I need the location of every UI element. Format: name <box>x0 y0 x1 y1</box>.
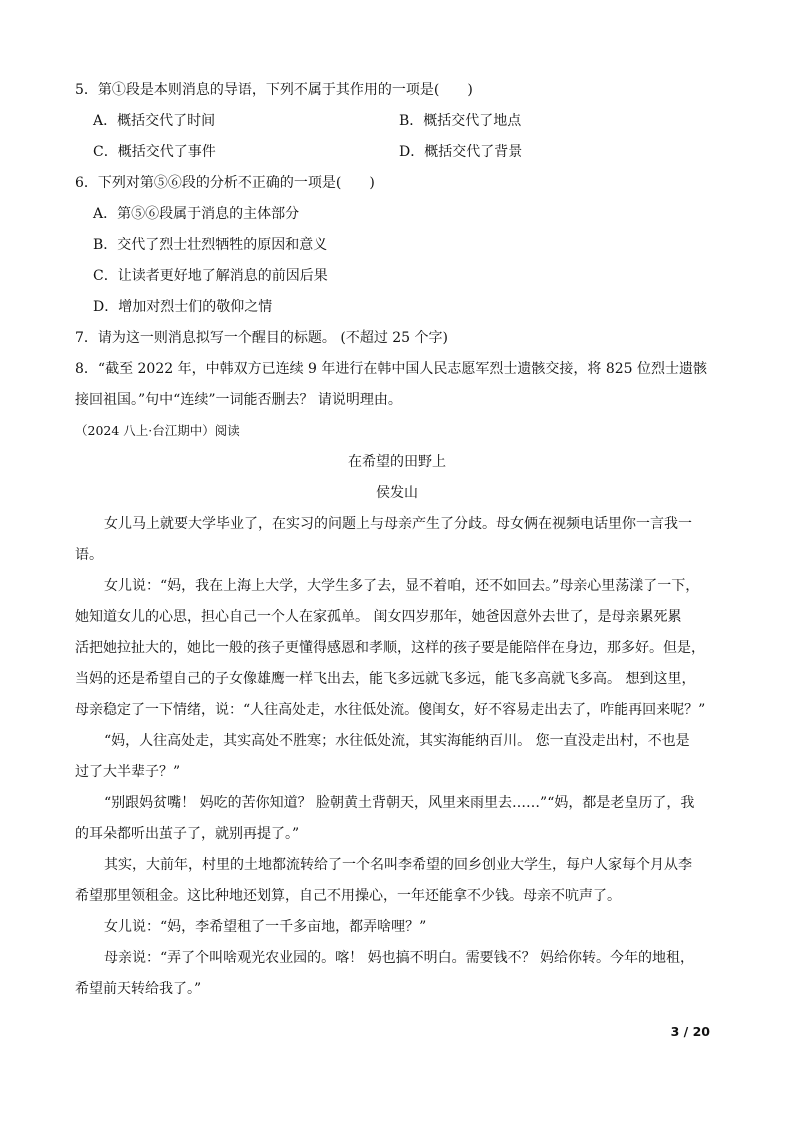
article-line: 女儿马上就要大学毕业了，在实习的问题上与母亲产生了分歧。母女俩在视频电话里你一言我一 <box>104 516 692 532</box>
article-line: 希望那里领租金。这比种地还划算，自己不用操心，一年还能拿不少钱。母亲不吭声了。 <box>75 888 621 904</box>
reading-source: （2024 八上·台江期中）阅读 <box>75 423 240 438</box>
article-line: 当妈的还是希望自己的子女像雄鹰一样飞出去，能飞多远就飞多远，能飞多高就飞多高。 想到这里， <box>75 671 696 687</box>
article-line: 希望前天转给我了。” <box>75 981 202 997</box>
question-6-option-d: D．增加对烈士们的敬仰之情 <box>93 299 273 315</box>
article-title: 在希望的田野上 <box>348 454 446 470</box>
question-8-line-1: 8．“截至 2022 年，中韩双方已连续 9 年进行在韩中国人民志愿军烈士遗骸交接，将 825 位烈士遗骸 <box>75 361 708 377</box>
question-8-line-2: 接回祖国。”句中“连续”一词能否删去？ 请说明理由。 <box>75 392 402 408</box>
question-5-option-a: A．概括交代了时间 <box>93 113 216 129</box>
article-line: 过了大半辈子？” <box>75 764 181 780</box>
question-6-option-a: A．第⑤⑥段属于消息的主体部分 <box>93 206 300 222</box>
question-5-stem: 5．第①段是本则消息的导语，下列不属于其作用的一项是( ) <box>75 82 473 98</box>
article-line: 的耳朵都听出茧子了，就别再提了。” <box>75 826 300 842</box>
question-7-stem: 7．请为这一则消息拟写一个醒目的标题。 (不超过 25 个字) <box>75 330 448 346</box>
article-line: 她知道女儿的心思，担心自己一个人在家孤单。 闺女四岁那年，她爸因意外去世了，是母亲累死累 <box>75 609 682 625</box>
question-6-stem: 6．下列对第⑤⑥段的分析不正确的一项是( ) <box>75 175 375 191</box>
article-line: 母亲稳定了一下情绪，说：“人往高处走，水往低处流。傻闺女，好不容易走出去了，咋能再回来呢？” <box>75 702 706 718</box>
question-5-option-b: B．概括交代了地点 <box>399 113 522 129</box>
article-line: 活把她拉扯大的，她比一般的孩子更懂得感恩和孝顺，这样的孩子要是能陪伴在身边，那多好。但是， <box>75 640 705 656</box>
article-line: “妈，人往高处走，其实高处不胜寒；水往低处流，其实海能纳百川。 您一直没走出村，不也是 <box>104 733 690 749</box>
article-line: 其实，大前年，村里的土地都流转给了一个名叫李希望的回乡创业大学生，每户人家每个月从李 <box>104 857 692 873</box>
article-line: 语。 <box>75 547 103 563</box>
question-5-option-c: C．概括交代了事件 <box>93 144 216 160</box>
article-line: 母亲说：“弄了个叫啥观光农业园的。喀！ 妈也搞不明白。需要钱不？ 妈给你转。今年的地租， <box>104 950 695 966</box>
question-6-option-c: C．让读者更好地了解消息的前因后果 <box>93 268 328 284</box>
page-number: 3 / 20 <box>670 1024 710 1039</box>
article-author: 侯发山 <box>376 485 418 501</box>
article-line: “别跟妈贫嘴！ 妈吃的苦你知道？ 脸朝黄土背朝天，风里来雨里去……”“妈，都是老皇历了，我 <box>104 795 695 811</box>
question-5-option-d: D．概括交代了背景 <box>399 144 523 160</box>
article-line: 女儿说：“妈，我在上海上大学，大学生多了去，显不着咱，还不如回去。”母亲心里荡漾了一下， <box>104 578 700 594</box>
article-line: 女儿说：“妈，李希望租了一千多亩地，都弄啥哩？” <box>104 919 427 935</box>
question-6-option-b: B．交代了烈士壮烈牺牲的原因和意义 <box>93 237 328 253</box>
